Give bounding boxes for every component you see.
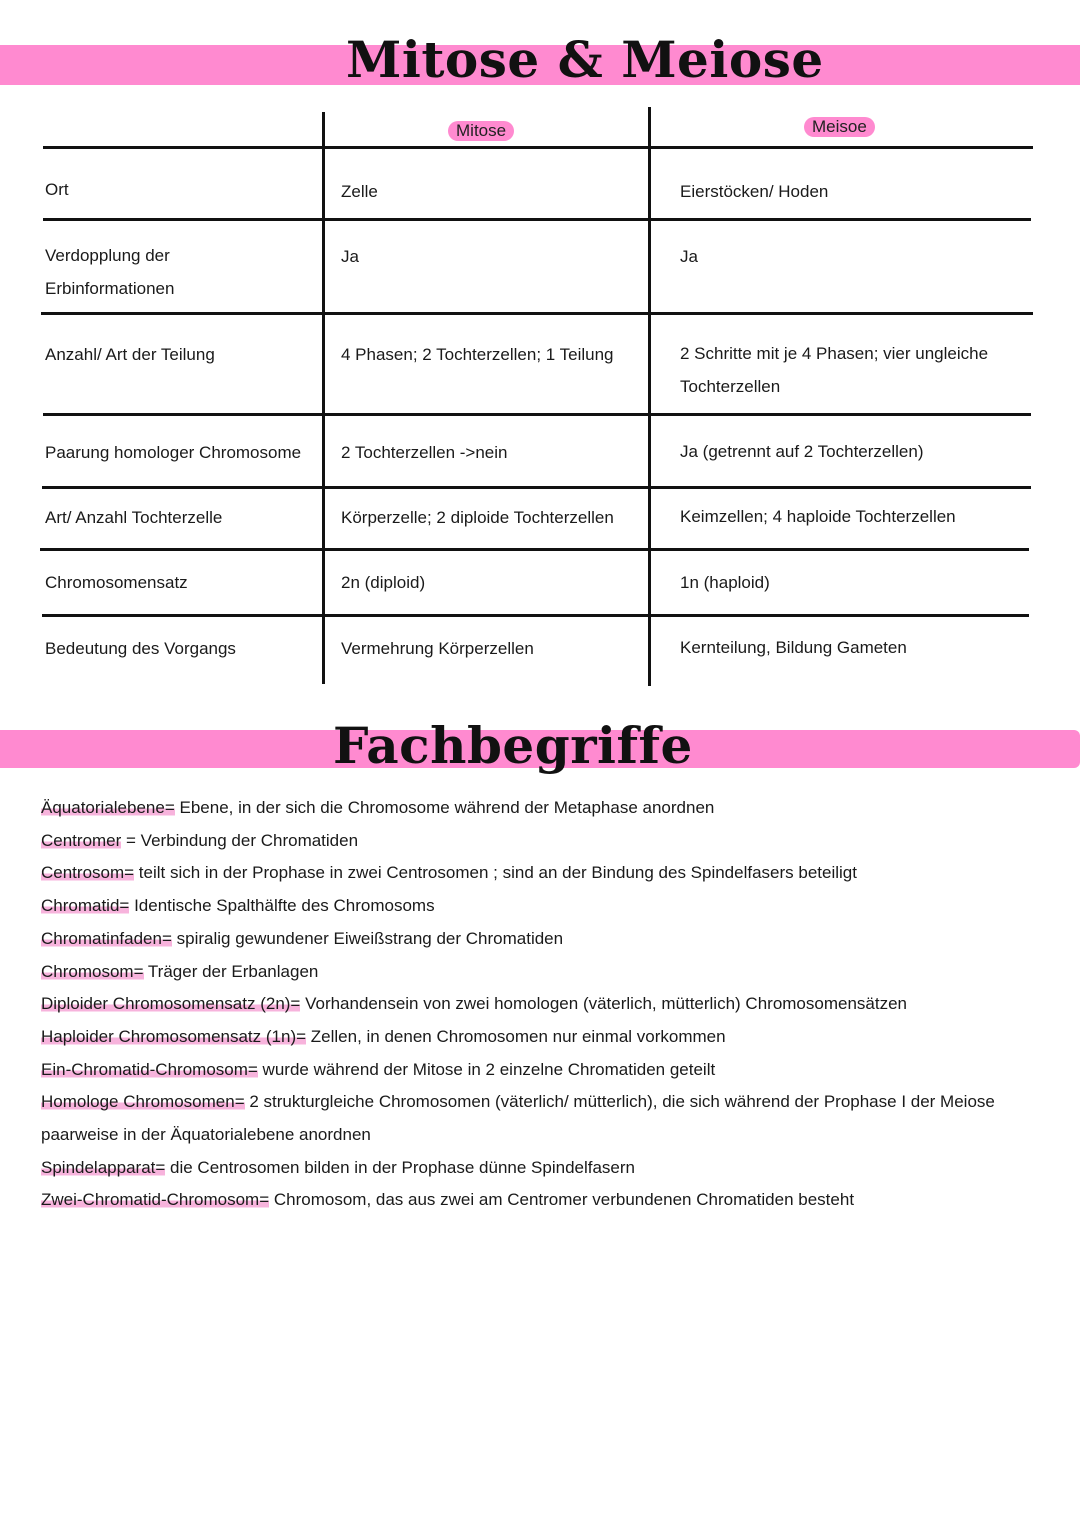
- meiose-cell: Keimzellen; 4 haploide Tochterzellen: [680, 507, 956, 526]
- row-label: Art/ Anzahl Tochterzelle: [45, 508, 223, 527]
- meiose-cell: 1n (haploid): [680, 573, 770, 592]
- mitose-cell: Zelle: [341, 182, 378, 201]
- glossary-definition: Träger der Erbanlagen: [143, 961, 319, 981]
- mitose-cell: Ja: [341, 247, 359, 266]
- glossary-term: Haploider Chromosomensatz (1n)=: [41, 1026, 307, 1046]
- glossary-term: Centromer: [41, 830, 122, 850]
- row-label: Chromosomensatz: [45, 573, 188, 592]
- list-item: [41, 956, 1021, 989]
- glossary-definition: 2 strukturgleiche Chromosomen (väterlich/ mütterlich), die sich während der Prophase I der Meiose paarweise in der Äquatorialebene anordnen: [41, 1092, 995, 1145]
- meiose-cell: 2 Schritte mit je 4 Phasen; vier ungleiche Tochterzellen: [680, 344, 989, 396]
- glossary-term: Chromatinfaden=: [41, 928, 172, 948]
- glossary-definition: Ebene, in der sich die Chromosome während der Metaphase anordnen: [174, 798, 715, 817]
- row-divider: [40, 548, 1029, 551]
- list-item: [41, 1152, 1021, 1185]
- list-item: [41, 1054, 1021, 1087]
- list-item: [41, 1021, 1021, 1054]
- glossary-definition: Identische Spalthälfte des Chromosoms: [129, 896, 435, 916]
- row-label: Paarung homologer Chromosome: [45, 443, 302, 462]
- glossary-definition: Zellen, in denen Chromosomen nur einmal vorkommen: [306, 1026, 726, 1046]
- glossary-term: Centrosom=: [41, 863, 135, 883]
- glossary-definition: teilt sich in der Prophase in zwei Centrosomen ; sind an der Bindung des Spindelfasers beteiligt: [134, 863, 857, 883]
- mitose-cell: Vermehrung Körperzellen: [341, 639, 534, 658]
- meiose-cell: Kernteilung, Bildung Gameten: [680, 638, 907, 657]
- row-label: Verdopplung der Erbinformationen: [45, 246, 175, 298]
- row-label: Bedeutung des Vorgangs: [45, 639, 236, 658]
- row-divider: [43, 413, 1031, 416]
- mitose-cell: 2 Tochterzellen ->nein: [341, 443, 508, 462]
- glossary-definition: = Verbindung der Chromatiden: [121, 830, 359, 850]
- row-divider: [42, 486, 1031, 489]
- row-label: Ort: [45, 180, 69, 199]
- meiose-cell: Eierstöcken/ Hoden: [680, 182, 829, 201]
- row-divider: [41, 312, 1033, 315]
- glossary-definition: die Centrosomen bilden in der Prophase dünne Spindelfasern: [165, 1157, 635, 1177]
- section-title: Fachbegriffe: [333, 716, 693, 775]
- mitose-cell: 4 Phasen; 2 Tochterzellen; 1 Teilung: [341, 345, 614, 364]
- list-item: [41, 1086, 1021, 1151]
- glossary-definition: Vorhandensein von zwei homologen (väterlich, mütterlich) Chromosomensätzen: [300, 994, 907, 1014]
- glossary-term: Diploider Chromosomensatz (2n)=: [41, 994, 301, 1014]
- list-item: [41, 825, 1021, 858]
- glossary-term: Chromatid=: [41, 896, 130, 916]
- glossary-definition: spiralig gewundener Eiweißstrang der Chromatiden: [171, 928, 564, 948]
- column-header-mitose: Mitose: [448, 121, 514, 141]
- list-item: [41, 890, 1021, 923]
- mitose-cell: 2n (diploid): [341, 573, 426, 592]
- column-header-meiose: Meisoe: [804, 117, 875, 137]
- meiose-cell: Ja (getrennt auf 2 Tochterzellen): [680, 442, 924, 461]
- glossary-term: Äquatorialebene=: [41, 798, 175, 817]
- glossary-list: [41, 792, 1021, 1217]
- glossary-term: Ein-Chromatid-Chromosom=: [41, 1059, 258, 1079]
- mitose-cell: Körperzelle; 2 diploide Tochterzellen: [341, 508, 614, 527]
- glossary-term: Chromosom=: [41, 961, 144, 981]
- glossary-term: Spindelapparat=: [41, 1157, 166, 1177]
- list-item: [41, 923, 1021, 956]
- glossary-term: Homologe Chromosomen=: [41, 1092, 245, 1112]
- list-item: [41, 988, 1021, 1021]
- list-item: [41, 857, 1021, 890]
- list-item: [41, 792, 1021, 825]
- page-title: Mitose & Meiose: [346, 30, 824, 89]
- glossary-definition: wurde während der Mitose in 2 einzelne Chromatiden geteilt: [257, 1059, 716, 1079]
- column-divider: [648, 107, 651, 686]
- glossary-definition: Chromosom, das aus zwei am Centromer verbundenen Chromatiden besteht: [269, 1190, 855, 1210]
- row-label: Anzahl/ Art der Teilung: [45, 345, 215, 364]
- list-item: [41, 1184, 1021, 1217]
- column-divider: [322, 112, 325, 684]
- glossary-term: Zwei-Chromatid-Chromosom=: [41, 1190, 270, 1210]
- row-divider: [43, 146, 1033, 149]
- meiose-cell: Ja: [680, 247, 698, 266]
- row-divider: [42, 614, 1029, 617]
- row-divider: [43, 218, 1031, 221]
